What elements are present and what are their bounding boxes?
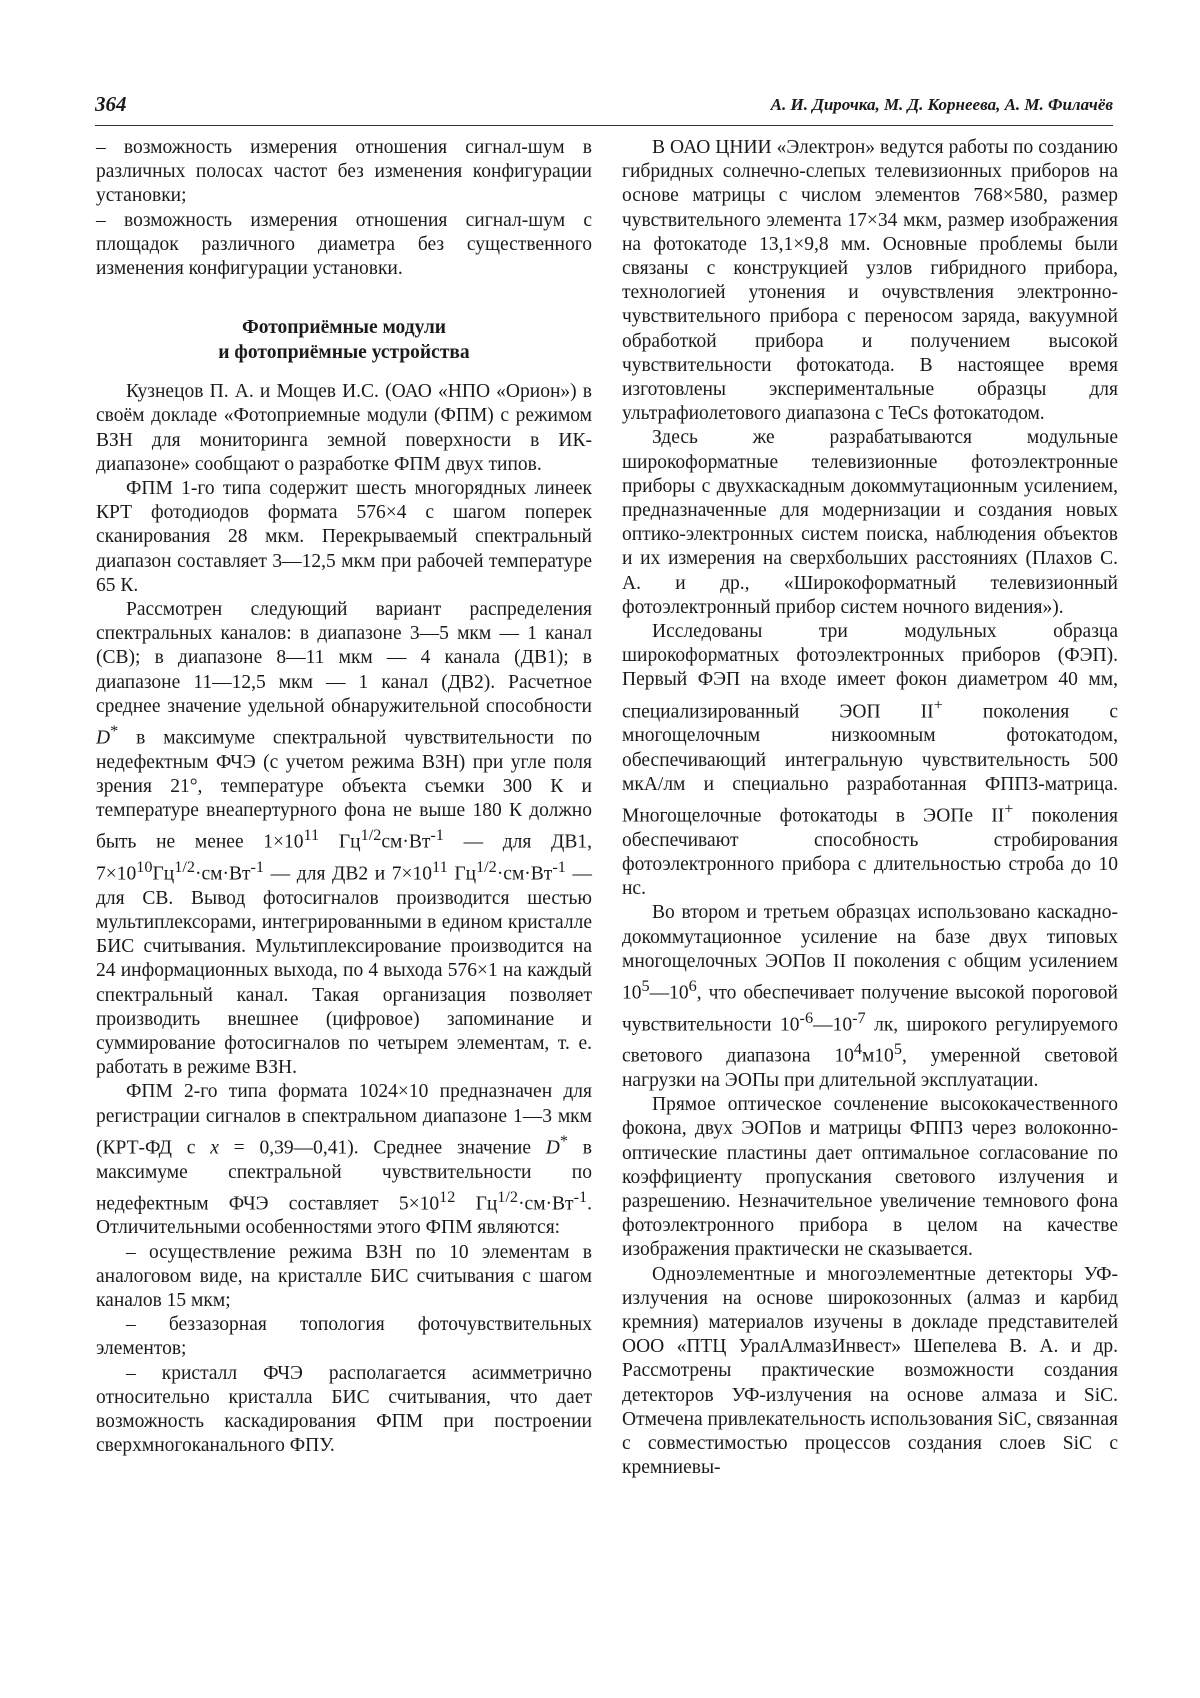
left-column [96,136,592,1458]
running-authors: А. И. Дирочка, М. Д. Корнеева, А. М. Филачёв [770,95,1113,114]
text-run: м10 [861,1045,894,1067]
section-title [96,315,592,365]
paragraph-1: Кузнецов П. А. и Мощев И.С. (ОАО «НПО «Орион») в своём докладе «Фотоприемные модули (ФПМ) с режимом ВЗН для мониторинга земной поверхности в ИК-диапазоне» сообщают о разработке ФПМ двух типов. [96,381,592,475]
text-run: поколения обеспечивают способность стробирования фотоэлектронного прибора с длительностью строба до 10 нс. [622,805,1118,900]
dash-item-3: – осуществление режима ВЗН по 10 элементам в аналоговом виде, на кристалле БИС считывания с шагом каналов 15 мкм; [96,1241,592,1312]
text-run: ·см·Вт [194,863,251,885]
paragraph-1: В ОАО ЦНИИ «Электрон» ведутся работы по созданию гибридных солнечно-слепых телевизионных приборов на основе матрицы с числом элементов 768×580, размер чувствительного элемента 17×34 мкм, размер изображения на фотокатоде 13,1×9,8 мм. Основные проблемы были связаны с конструкцией узлов гибридного прибора, технологией утонения и очувствления электронно-чувствительного прибора с переносом заряда, вакуумной обработкой прибора и получением высокой чувствительности фотокатода. В настоящее время изготовлены экспериментальные образцы для ультрафиолетового диапазона с TeCs фотокатодом. [622,137,1118,425]
sup: 4 [853,1040,862,1059]
text-run: поколения с многощелочным низкоомным фотокатодом, обеспечивающий интегральную чувствительность 500 мкА/лм и специально разработанная ФППЗ-матрица. Многощелочные фотокатоды в ЭОПе II [622,701,1118,827]
symbol-d: D [545,1137,560,1159]
right-column [622,136,1118,1480]
text-run: ·см·Вт [496,863,553,885]
text-run: ·см·Вт [518,1193,574,1215]
text-run: Гц [152,863,175,885]
text-run: ФПМ 2-го типа формата 1024×10 предназначен для регистрации сигналов в спектральном диапазоне 1—3 мкм (КРТ-ФД с [96,1081,592,1159]
paragraph-3 [622,620,1118,901]
text-run: — для ДВ2 и 7×10 [264,863,433,885]
paragraph-4 [622,901,1118,1093]
text-run: в максимуме спектральной чувствительности по недефектным ФЧЭ (с учетом режима ВЗН) при угле поля зрения 21°, температуре объекта съемки 300 К и температуре внеапертурного фона не выше 180 К должно быть не менее 1×10 [96,727,592,853]
page-header [95,92,1113,124]
sup: -1 [430,826,444,845]
section-title-line-2: и фотоприёмные устройства [218,342,470,364]
text-run: Гц [447,863,477,885]
sup: + [1004,799,1014,818]
text-run: Во втором и третьем образцах использовано каскадно-докоммутационное усиление на базе двух типовых многощелочных ЭОПов II поколения с общим усилением 10 [622,902,1118,1004]
text-run: см·Вт [381,831,431,853]
dash-item-2: – возможность измерения отношения сигнал-шум с площадок различного диаметра без существенного изменения конфигурации установки. [96,209,592,280]
sup: 5 [641,976,650,995]
text-run: = 0,39—0,41). Среднее значение [218,1137,546,1159]
sup: * [559,1131,568,1150]
paragraph-2: ФПМ 1-го типа содержит шесть многорядных линеек КРТ фотодиодов формата 576×4 с шагом поперек сканирования 28 мкм. Перекрываемый спектральный диапазон составляет 3—12,5 мкм при рабочей температуре 65 К. [96,478,592,596]
text-run: в максимуме спектральной чувствительности по недефектным ФЧЭ составляет 5×10 [96,1137,592,1215]
sup: 12 [439,1187,456,1206]
sup: + [933,695,943,714]
sup: 11 [303,826,320,845]
dash-item-5: – кристалл ФЧЭ располагается асимметрично относительно кристалла БИС считывания, что дает возможность каскадирования ФПМ при построении сверхмногоканального ФПУ. [96,1362,592,1457]
sup: 1/2 [360,826,382,845]
sup: -7 [852,1008,866,1027]
paragraph-6: Одноэлементные и многоэлементные детекторы УФ-излучения на основе широкозонных (алмаз и карбид кремния) материалов изучены в докладе представителей ООО «ПТЦ УралАлмазИнвест» Шепелева В. А. и др. Рассмотрены практические возможности создания детекторов УФ-излучения на основе алмаза и SiC. Отмечена привлекательность использования SiC, связанная с совместимостью процессов создания слоев SiC с кремниевы- [622,1263,1118,1479]
text-run: Рассмотрен следующий вариант распределения спектральных каналов: в диапазоне 3—5 мкм — 1 канал (СВ); в диапазоне 8—11 мкм — 4 канала (ДВ1); в диапазоне 11—12,5 мкм — 1 канал (ДВ2). Расчетное среднее значение удельной обнаружительной способности [96,599,592,717]
text-run: —10 [649,982,689,1004]
paragraph-5: Прямое оптическое сочленение высококачественного фокона, двух ЭОПов и матрицы ФППЗ через волоконно-оптические пластины дает оптимальное согласование по коэффициенту пропускания светового излучения и разрешению. Незначительное увеличение темнового фона фотоэлектронного прибора в целом на качестве изображения практически не сказывается. [622,1094,1118,1261]
dash-item-1: – возможность измерения отношения сигнал-шум в различных полосах частот без изменения конфигурации установки; [96,137,592,207]
text-run: — для СВ. Вывод фотосигналов производится шестью мультиплексорами, интегрированными в едином кристалле БИС считывания. Мультиплексирование производится на 24 информационных выхода, по 4 выхода 576×1 на каждый спектральный канал. Такая организация позволяет производить внешнее (цифровое) запоминание и суммирование фотосигналов по четырем элементам, т. е. работать в режиме ВЗН. [96,863,592,1079]
text-run: Исследованы три модульных образца широкоформатных фотоэлектронных приборов (ФЭП). Первый ФЭП на входе имеет фокон диаметром 40 мм, специализированный ЭОП II [622,621,1118,723]
text-run: , что обеспечивает получение высокой пороговой чувствительности 10 [622,982,1118,1036]
text-run: Гц [455,1193,498,1215]
sup: -1 [250,858,265,877]
text-run: . Отличительными особенностями этого ФПМ являются: [96,1193,592,1239]
text-run: — для ДВ1, 7×10 [96,831,592,885]
text-run: —10 [813,1014,853,1036]
symbol-d: D [96,727,111,749]
sup: -1 [552,858,566,877]
dash-item-4: – беззазорная топология фоточувствительных элементов; [96,1314,592,1360]
header-rule [95,125,1113,126]
sup: -6 [799,1008,814,1027]
paragraph-2: Здесь же разрабатываются модульные широкоформатные телевизионные фотоэлектронные приборы с двухкаскадным докоммутационным усилением, предназначенные для модернизации и создания новых оптико-электронных систем поиска, наблюдения объектов и их измерения на сверхбольших расстояниях (Плахов С. А. и др., «Широкоформатный телевизионный фотоэлектронный прибор систем ночного видения»). [622,427,1118,618]
paragraph-4 [96,1080,592,1240]
sup: 5 [893,1040,902,1059]
sup: 1/2 [476,858,497,877]
text-run: , умеренной световой нагрузки на ЭОПы при длительной эксплуатации. [622,1045,1118,1092]
sup: 6 [688,976,697,995]
sup: * [110,722,119,741]
text-run: лк, широкого регулируемого светового диапазона 10 [622,1014,1119,1067]
symbol-x: x [210,1137,219,1159]
text-run: Гц [319,831,361,853]
sup: -1 [573,1187,588,1206]
section-title-line-1: Фотоприёмные модули [241,317,447,339]
sup: 1/2 [497,1187,519,1206]
page-number: 364 [95,92,127,116]
sup: 1/2 [174,858,195,877]
paragraph-3 [96,598,592,1080]
sup: 10 [136,858,153,877]
sup: 11 [432,858,448,877]
